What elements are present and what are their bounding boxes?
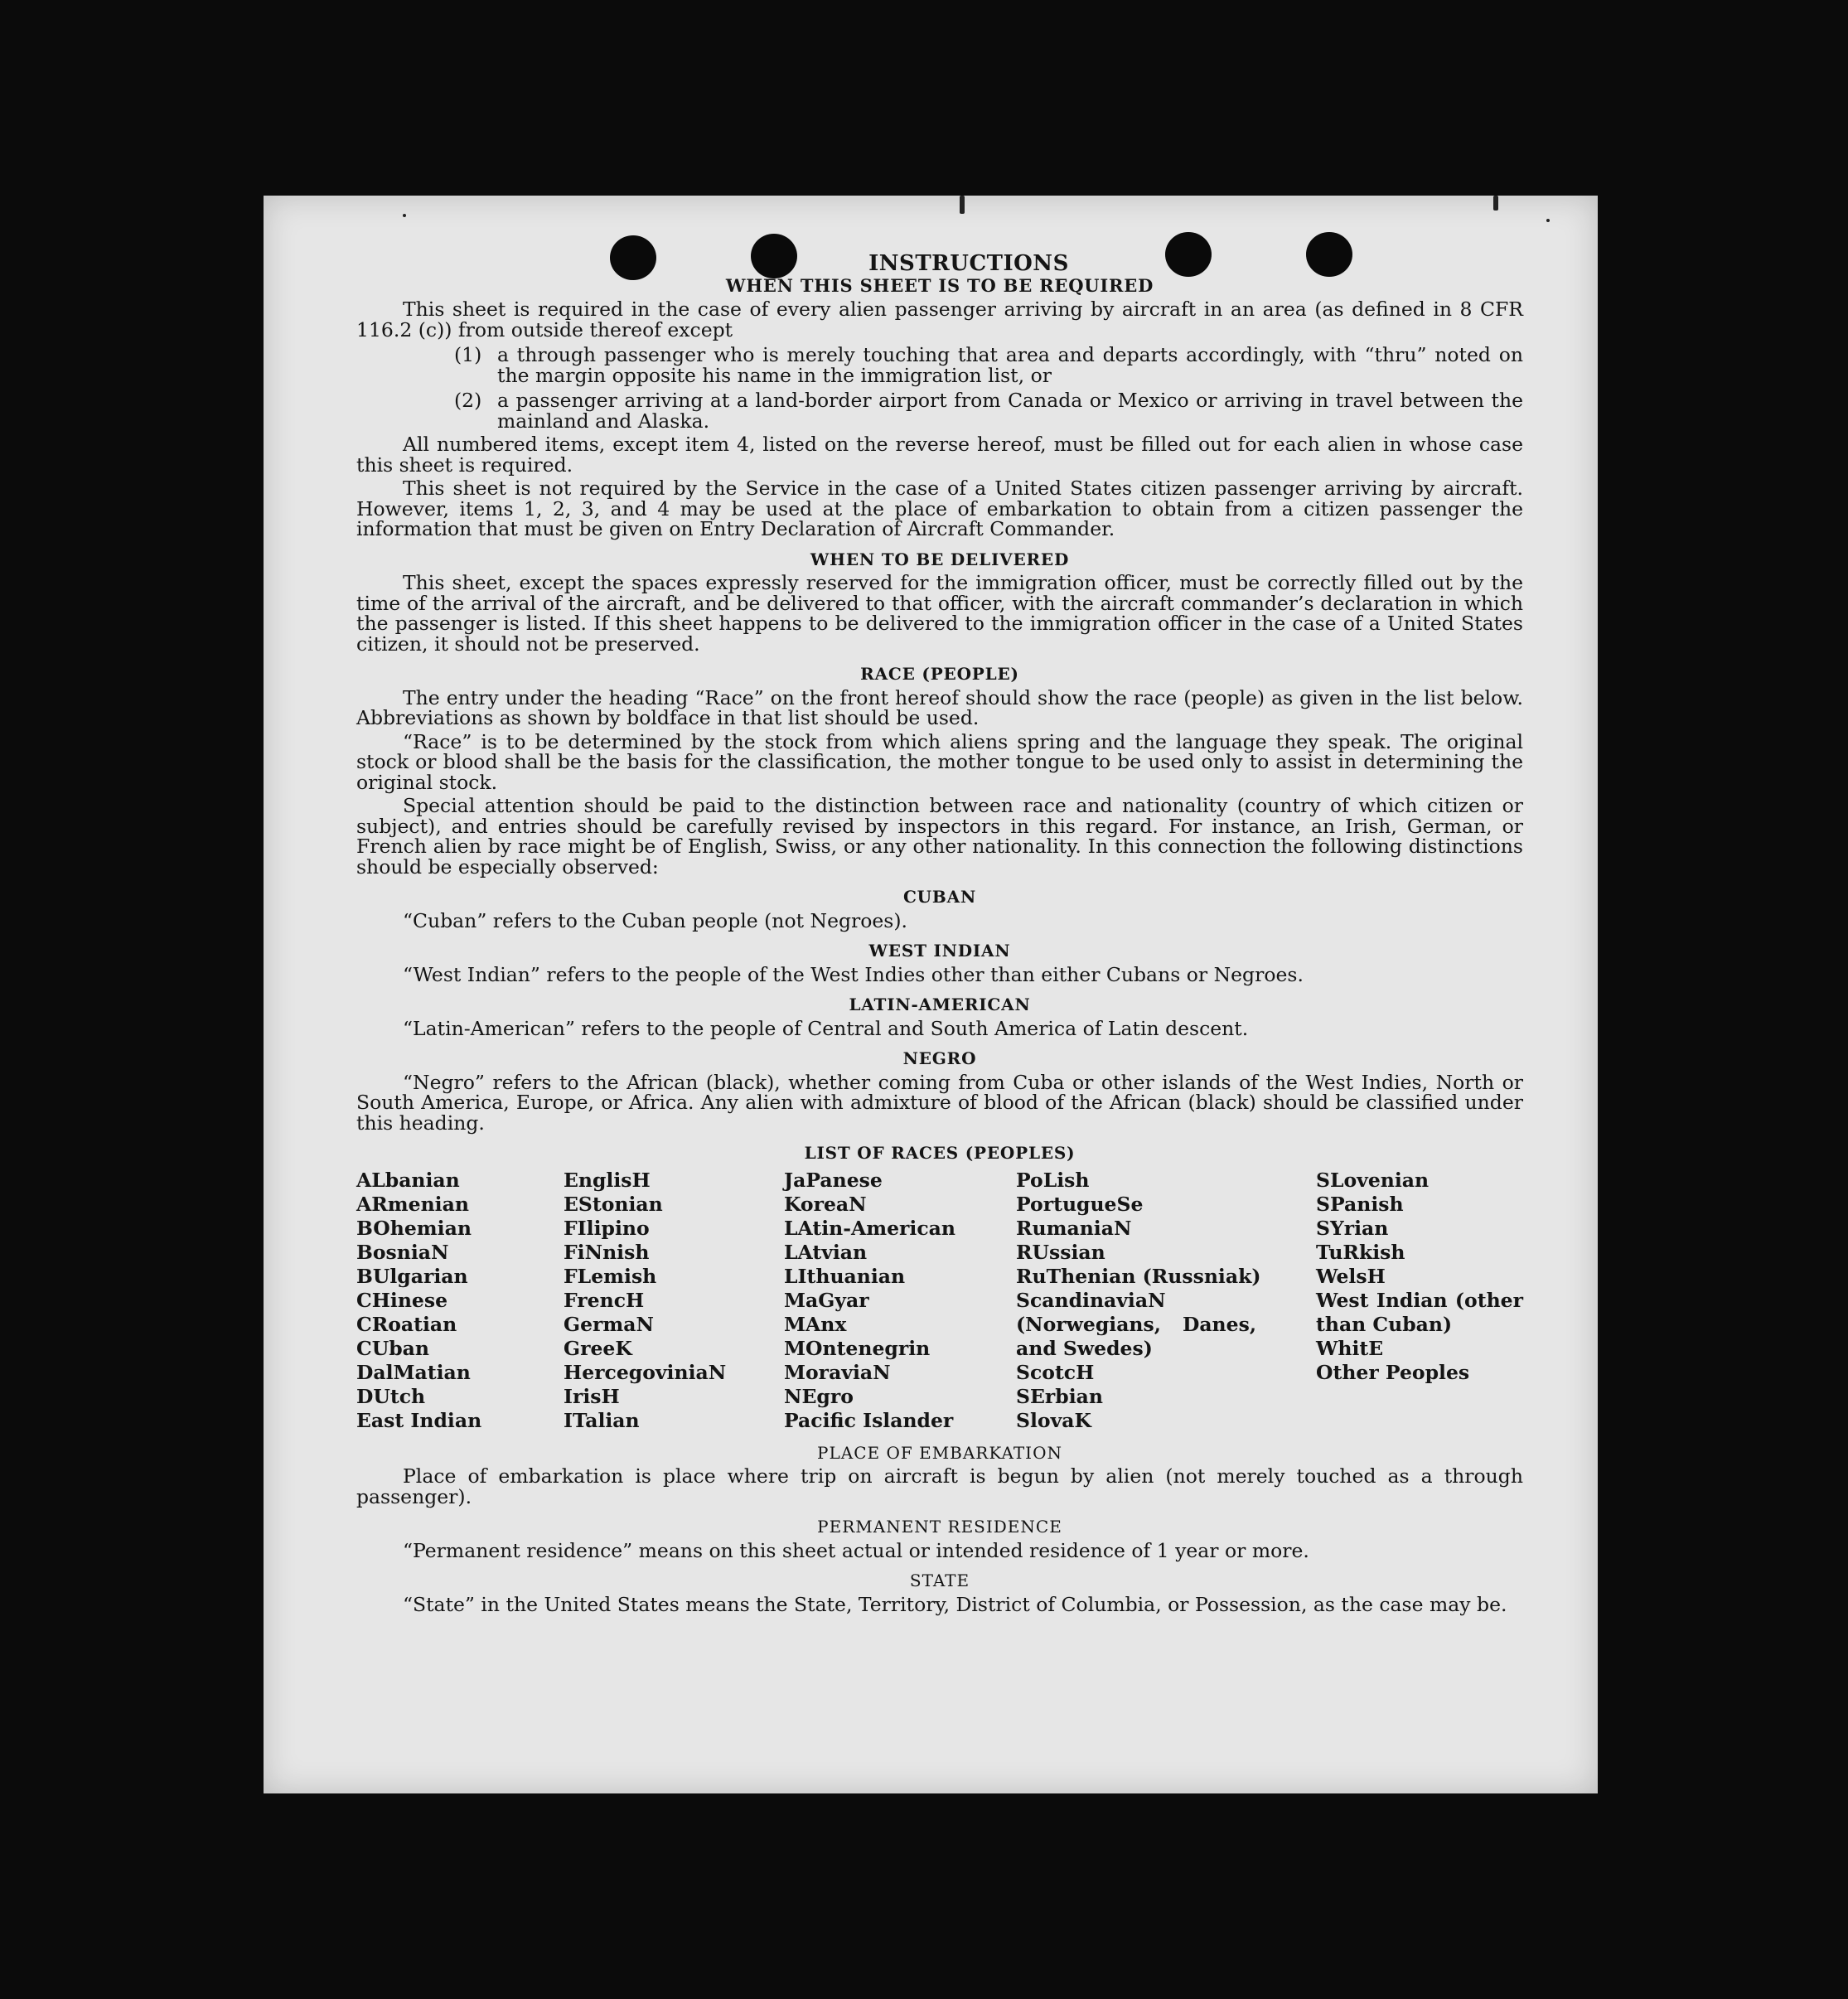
para-when-delivered: This sheet, except the spaces expressly reserved for the immigration officer, must be correctly filled out by the time of the arrival of the aircraft, and be delivered to that officer, with the aircraft commander’s declaration in which the passenger is listed. If this sheet happens to be delivered to the immigration officer in the case of a United States citizen, it should not be preserved. xyxy=(356,571,1523,656)
race-item: FIlipino xyxy=(564,1216,650,1240)
para-race-1: The entry under the heading “Race” on the front hereof should show the race (people) as given in the list below. Abbreviations as shown by boldface in that list should be used. xyxy=(356,685,1523,729)
race-item: ALbanian xyxy=(356,1168,460,1192)
race-item: ScandinaviaN (Norwegians, Danes, and Swedes) xyxy=(1016,1288,1256,1360)
race-item: LIthuanian xyxy=(784,1264,906,1288)
race-item: LAtin-American xyxy=(784,1216,955,1240)
race-item: GermaN xyxy=(564,1312,654,1336)
race-item: West Indian (other than Cuban) xyxy=(1316,1288,1523,1336)
heading-latin-american: LATIN-AMERICAN xyxy=(849,995,1031,1014)
race-item: Other Peoples xyxy=(1316,1360,1470,1384)
heading-embarkation: PLACE OF EMBARKATION xyxy=(817,1442,1062,1463)
para-citizen: This sheet is not required by the Service in the case of a United States citizen passenger arriving by aircraft. However, items 1, 2, 3, and 4 may be used at the place of embarkation to obtain from a citizen passenger the information that must be given on Entry Declaration of Aircraft Commander. xyxy=(356,477,1523,540)
race-item: SErbian xyxy=(1016,1384,1103,1408)
para-residence: “Permanent residence” means on this sheet actual or intended residence of 1 year or more. xyxy=(403,1538,1309,1562)
para-negro: “Negro” refers to the African (black), whether coming from Cuba or other islands of the West Indies, North or South America, Europe, or Africa. Any alien with admixture of blood of the African (black) should be classified under this heading. xyxy=(356,1070,1523,1135)
race-item: BosniaN xyxy=(356,1240,449,1264)
races-column-2 xyxy=(564,1169,784,1433)
heading-west-indian: WEST INDIAN xyxy=(868,941,1011,961)
para-state: “State” in the United States means the State, Territory, District of Columbia, or Possession, as the case may be. xyxy=(403,1592,1507,1616)
race-item: RumaniaN xyxy=(1016,1216,1132,1240)
heading-state: STATE xyxy=(909,1571,970,1590)
item-text: a passenger arriving at a land-border airport from Canada or Mexico or arriving in travel between the mainland and Alaska. xyxy=(497,389,1523,433)
races-column-5 xyxy=(1316,1169,1523,1433)
item-number: (1) xyxy=(454,343,482,366)
race-item: KoreaN xyxy=(784,1192,867,1216)
race-item: PoLish xyxy=(1016,1168,1090,1192)
race-item: CRoatian xyxy=(356,1312,457,1336)
race-item: TuRkish xyxy=(1316,1240,1405,1264)
race-item: ITalian xyxy=(564,1408,640,1432)
para-west-indian: “West Indian” refers to the people of the West Indies other than either Cubans or Negroes. xyxy=(403,962,1304,986)
race-item: MOntenegrin xyxy=(784,1336,931,1360)
speck-mark xyxy=(960,196,965,214)
race-item: EnglisH xyxy=(564,1168,651,1192)
race-item: MoraviaN xyxy=(784,1360,891,1384)
race-item: FiNnish xyxy=(564,1240,650,1264)
races-column-3 xyxy=(784,1169,1016,1433)
heading-negro: NEGRO xyxy=(902,1048,977,1068)
race-item: PortugueSe xyxy=(1016,1192,1144,1216)
heading-race: RACE (PEOPLE) xyxy=(860,664,1019,684)
speck-mark xyxy=(403,214,406,217)
para-cuban: “Cuban” refers to the Cuban people (not Negroes). xyxy=(403,908,908,932)
race-item: ARmenian xyxy=(356,1192,469,1216)
race-item: CUban xyxy=(356,1336,429,1360)
races-column-4 xyxy=(1016,1169,1316,1433)
para-race-3: Special attention should be paid to the distinction between race and nationality (country of which citizen or subject), and entries should be carefully revised by inspectors in this regard. For instance, an Irish, German, or French alien by race might be of English, Swiss, or any other nationality. In this connection the following distinctions should be especially observed: xyxy=(356,794,1523,878)
race-item: EStonian xyxy=(564,1192,663,1216)
races-list xyxy=(356,1169,1523,1433)
race-item: SLovenian xyxy=(1316,1168,1430,1192)
para-embarkation: Place of embarkation is place where trip on aircraft is begun by alien (not merely touched as a through passenger). xyxy=(356,1464,1523,1508)
race-item: WelsH xyxy=(1316,1264,1386,1288)
race-item: MAnx xyxy=(784,1312,847,1336)
item-text: a through passenger who is merely touching that area and departs accordingly, with “thru” noted on the margin opposite his name in the immigration list, or xyxy=(497,343,1523,387)
race-item: CHinese xyxy=(356,1288,448,1312)
race-item: BOhemian xyxy=(356,1216,472,1240)
heading-cuban: CUBAN xyxy=(902,887,977,907)
race-item: WhitE xyxy=(1316,1336,1384,1360)
race-item: RuThenian (Russniak) xyxy=(1016,1264,1261,1288)
race-item: DalMatian xyxy=(356,1360,471,1384)
para-latin-american: “Latin-American” refers to the people of Central and South America of Latin descent. xyxy=(403,1016,1249,1040)
speck-mark xyxy=(1546,219,1550,222)
race-item: SlovaK xyxy=(1016,1408,1091,1432)
race-item: IrisH xyxy=(564,1384,620,1408)
heading-residence: PERMANENT RESIDENCE xyxy=(817,1517,1062,1537)
item-number: (2) xyxy=(454,389,482,412)
list-item-exception-1 xyxy=(454,345,1523,385)
list-item-exception-2 xyxy=(454,390,1523,431)
race-item: NEgro xyxy=(784,1384,854,1408)
race-item: Pacific Islander xyxy=(784,1408,954,1432)
race-item: RUssian xyxy=(1016,1240,1105,1264)
race-item: JaPanese xyxy=(784,1168,883,1192)
race-item: FrencH xyxy=(564,1288,645,1312)
race-item: GreeK xyxy=(564,1336,632,1360)
race-item: DUtch xyxy=(356,1384,426,1408)
race-item: East Indian xyxy=(356,1408,482,1432)
heading-list-of-races: LIST OF RACES (PEOPLES) xyxy=(804,1143,1076,1163)
speck-mark xyxy=(1493,196,1498,211)
race-item: SYrian xyxy=(1316,1216,1389,1240)
page-title: INSTRUCTIONS xyxy=(868,251,1069,276)
document-sheet xyxy=(264,196,1598,1793)
heading-when-required: WHEN THIS SHEET IS TO BE REQUIRED xyxy=(725,274,1154,296)
instructions-body xyxy=(356,251,1523,1618)
para-race-2: “Race” is to be determined by the stock from which aliens spring and the language they speak. The original stock or blood shall be the basis for the classification, the mother tongue to be used only to assist in determining the original stock. xyxy=(356,729,1523,794)
race-item: MaGyar xyxy=(784,1288,869,1312)
para-when-required-intro: This sheet is required in the case of every alien passenger arriving by aircraft in an area (as defined in 8 CFR 116.2 (c)) from outside thereof except xyxy=(356,298,1523,341)
race-item: BUlgarian xyxy=(356,1264,468,1288)
heading-when-delivered: WHEN TO BE DELIVERED xyxy=(810,549,1070,569)
race-item: SPanish xyxy=(1316,1192,1404,1216)
race-item: LAtvian xyxy=(784,1240,868,1264)
race-item: FLemish xyxy=(564,1264,657,1288)
para-numbered-items: All numbered items, except item 4, listed on the reverse hereof, must be filled out for each alien in whose case this sheet is required. xyxy=(356,433,1523,477)
races-column-1 xyxy=(356,1169,564,1433)
race-item: HercegoviniaN xyxy=(564,1360,727,1384)
race-item: ScotcH xyxy=(1016,1360,1095,1384)
